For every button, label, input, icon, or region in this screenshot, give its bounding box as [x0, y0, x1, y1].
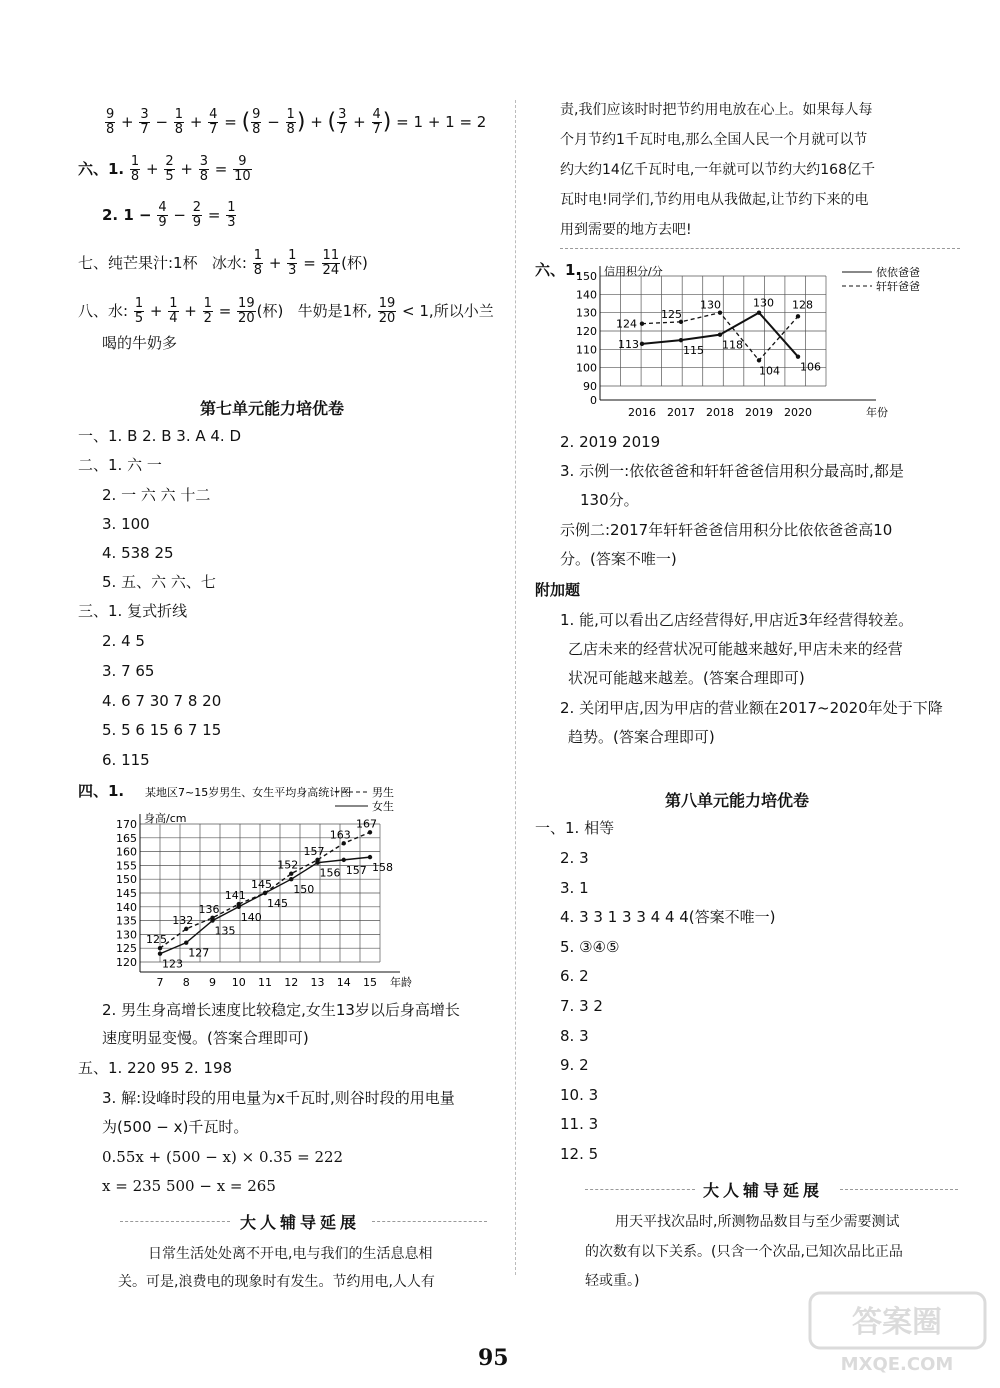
data-label: 118 [722, 338, 743, 352]
data-point [757, 358, 761, 362]
data-label: 127 [188, 946, 210, 960]
x-tick-label: 2016 [628, 406, 656, 419]
answer-line: 2. 关闭甲店,因为甲店的营业额在2017~2020年处于下降 [560, 699, 943, 717]
question-4-label: 四、1. [78, 782, 125, 800]
legend-label: 依依爸爸 [876, 266, 920, 279]
x-tick-label: 12 [284, 976, 299, 989]
answer-line: 10. 3 [560, 1086, 599, 1104]
data-point [184, 927, 188, 931]
data-point [640, 321, 644, 325]
answer-line: 2. 3 [560, 849, 589, 867]
data-point [263, 891, 267, 895]
data-label: 130 [753, 296, 774, 310]
data-label: 135 [214, 924, 236, 938]
extension-text: 用天平找次品时,所测物品数目与至少需要测试 [615, 1214, 900, 1230]
answer-line: 3. 100 [102, 515, 150, 533]
answer-6-2: 2. 1 − $\frac{4}{9}$ − $\frac{2}{9}$ = $\frac{1}{3}$ [102, 200, 236, 230]
answer-line: 2. 2019 2019 [560, 433, 661, 451]
extension-text: 日常生活处处离不开电,电与我们的生活息息相 [148, 1246, 433, 1262]
x-tick-label: 8 [182, 976, 190, 989]
extension-text: 轻或重。) [585, 1273, 640, 1289]
data-label: 128 [792, 298, 813, 312]
equation-result-1: = 1 + 1 = 2 [396, 113, 487, 131]
data-point [368, 855, 372, 859]
answer-line: 12. 5 [560, 1145, 599, 1163]
svg-text:答案圈: 答案圈 [852, 1305, 942, 1340]
divider-dots [372, 1221, 487, 1222]
extension-text: 瓦时电!同学们,节约用电从我做起,让节约下来的电 [560, 192, 869, 208]
y-tick-label: 120 [116, 956, 137, 969]
height-line-chart [110, 782, 420, 992]
answer-line: 3. 1 [560, 879, 589, 897]
data-label: 140 [240, 910, 262, 924]
extension-text: 个月节约1千瓦时电,那么全国人民一个月就可以节 [560, 132, 868, 148]
y-tick-label: 130 [116, 928, 137, 942]
data-label: 136 [198, 902, 220, 916]
data-label: 104 [759, 364, 780, 378]
bonus-title: 附加题 [535, 581, 581, 599]
y-axis-label: 身高/cm [144, 812, 187, 825]
data-label: 106 [800, 360, 821, 374]
y-tick-label: 155 [116, 859, 137, 873]
answer-line: 三、1. 复式折线 [78, 602, 188, 620]
extension-text: 关。可是,浪费电的现象时有发生。节约用电,人人有 [118, 1274, 435, 1290]
answer-6-1: 六、1. $\frac{1}{8}$ + $\frac{2}{5}$ + $\frac{3}{8}$ = $\frac{9}{10}$ [78, 154, 251, 184]
watermark-logo [805, 1288, 990, 1378]
y-tick-label: 170 [116, 818, 137, 831]
data-label: 152 [277, 858, 299, 872]
data-point [640, 342, 644, 346]
data-label: 150 [293, 883, 315, 897]
data-point [158, 946, 162, 950]
y-tick-label: 150 [116, 873, 137, 887]
x-tick-label: 15 [363, 976, 377, 989]
x-tick-label: 10 [231, 976, 246, 989]
divider-dots [120, 1221, 230, 1222]
equation-line-1: $\frac{9}{8}$ + $\frac{3}{7}$ − $\frac{1}{8}$ + $\frac{4}{7}$ = ( $\frac{9}{8}$ − $\frac{1}{8}$ ) + ( $\frac{3}{7}$ + $\frac{4}{7}$ ) = 1 + 1 = 2 [106, 107, 487, 137]
data-label: 156 [319, 866, 341, 880]
y-tick-label: 90 [583, 380, 597, 393]
data-point [368, 830, 372, 834]
x-tick-label: 2019 [745, 406, 773, 419]
data-point [210, 918, 214, 922]
legend-label: 女生 [372, 800, 394, 813]
data-label: 132 [172, 913, 194, 927]
answer-line: 9. 2 [560, 1056, 589, 1074]
data-label: 130 [700, 298, 721, 312]
divider-dots [585, 1189, 695, 1190]
extension-text: 的次数有以下关系。(只含一个次品,已知次品比正品 [585, 1244, 903, 1260]
x-tick-label: 13 [310, 976, 325, 989]
answer-line: 8. 3 [560, 1027, 589, 1045]
divider-dots [840, 1189, 958, 1190]
x-axis-label: 年龄 [390, 976, 412, 989]
answer-8: 八、水: $\frac{1}{5}$ + $\frac{1}{4}$ + $\frac{1}{2}$ = $\frac{19}{20}$ (杯) 牛奶是1杯, $\frac{19}{20}$ < 1,所以小兰 [78, 296, 494, 326]
answer-line: 5. 五、六 六、七 [102, 573, 216, 591]
y-axis-label: 信用积分/分 [604, 265, 663, 278]
unit-7-title: 第七单元能力培优卷 [200, 399, 345, 418]
y-tick-label: 0 [590, 394, 597, 407]
x-tick-label: 11 [258, 976, 272, 989]
answer-line: 3. 示例一:依依爸爸和轩轩爸爸信用积分最高时,都是 [560, 462, 904, 480]
question-6-label: 六、1. [535, 261, 582, 279]
unit-8-title: 第八单元能力培优卷 [665, 791, 810, 810]
extension-title: 大人辅导延展 [703, 1181, 824, 1200]
answer-line: 6. 2 [560, 967, 589, 985]
answer-line: 一、1. B 2. B 3. A 4. D [78, 427, 242, 445]
answer-line: 速度明显变慢。(答案合理即可) [102, 1029, 309, 1047]
answer-line: 2. 一 六 六 十二 [102, 486, 211, 504]
answer-line: 5. ③④⑤ [560, 938, 620, 956]
data-point [289, 871, 293, 875]
answer-line: 130分。 [580, 491, 639, 509]
data-point [315, 860, 319, 864]
x-tick-label: 2020 [784, 406, 812, 419]
extension-text: 用到需要的地方去吧! [560, 222, 692, 238]
data-label: 125 [146, 933, 167, 947]
data-label: 157 [303, 844, 325, 858]
y-tick-label: 160 [116, 845, 137, 859]
data-label: 115 [683, 344, 704, 358]
y-tick-label: 100 [576, 361, 597, 375]
answer-line: 4. 538 25 [102, 544, 174, 562]
answer-line: 4. 6 7 30 7 8 20 [102, 692, 222, 710]
divider-dots [560, 248, 960, 249]
x-tick-label: 2017 [667, 406, 695, 419]
column-divider [515, 100, 516, 1275]
answer-line: 2. 男生身高增长速度比较稳定,女生13岁以后身高增长 [102, 1001, 460, 1019]
y-tick-label: 140 [116, 900, 137, 914]
data-label: 167 [356, 817, 377, 831]
x-tick-label: 7 [156, 976, 164, 989]
chart-title: 某地区7~15岁男生、女生平均身高统计图 [145, 786, 352, 799]
credit-line-chart [570, 262, 970, 430]
y-tick-label: 140 [576, 288, 597, 302]
data-point [237, 905, 241, 909]
answer-line: 4. 3 3 1 3 3 4 4 4(答案不唯一) [560, 908, 776, 926]
answer-line: 5. 5 6 15 6 7 15 [102, 721, 222, 739]
answer-line: 状况可能越来越差。(答案合理即可) [568, 669, 805, 687]
data-point [158, 952, 162, 956]
answer-line: 乙店未来的经营状况可能越来越好,甲店未来的经营 [568, 640, 903, 658]
equation-line: 0.55x + (500 − x) × 0.35 = 222 [102, 1148, 344, 1166]
answer-line: 一、1. 相等 [535, 819, 615, 837]
x-tick-label: 9 [209, 976, 216, 989]
y-tick-label: 165 [116, 831, 137, 845]
answer-line: 7. 3 2 [560, 997, 603, 1015]
data-point [342, 841, 346, 845]
data-point [184, 940, 188, 944]
answer-line: 五、1. 220 95 2. 198 [78, 1059, 233, 1077]
y-tick-label: 145 [116, 887, 137, 900]
x-axis-label: 年份 [866, 406, 888, 419]
y-tick-label: 130 [576, 306, 597, 320]
data-label: 163 [329, 828, 351, 842]
answer-line: 3. 解:设峰时段的用电量为x千瓦时,则谷时段的用电量 [102, 1089, 455, 1107]
legend-label: 男生 [372, 786, 394, 799]
answer-line: 分。(答案不唯一) [560, 550, 677, 568]
answer-line: 为(500 − x)千瓦时。 [102, 1118, 249, 1136]
answer-line: 6. 115 [102, 751, 150, 769]
extension-text: 责,我们应该时时把节约用电放在心上。如果每人每 [560, 102, 873, 118]
y-tick-label: 110 [576, 343, 597, 357]
data-label: 145 [251, 878, 272, 891]
answer-line: 11. 3 [560, 1115, 599, 1133]
extension-text: 约大约14亿千瓦时电,一年就可以节约大约168亿千 [560, 162, 875, 178]
data-point [718, 332, 722, 336]
data-label: 124 [616, 317, 637, 331]
data-label: 113 [618, 337, 639, 351]
answer-line: 2. 4 5 [102, 632, 145, 650]
data-label: 158 [372, 861, 393, 875]
data-label: 125 [661, 307, 682, 321]
x-tick-label: 2018 [706, 406, 734, 419]
y-tick-label: 125 [116, 942, 137, 956]
data-point [679, 338, 683, 342]
equation-line: x = 235 500 − x = 265 [102, 1177, 276, 1195]
answer-7: 七、纯芒果汁:1杯 冰水: $\frac{1}{8}$ + $\frac{1}{3}$ = $\frac{11}{24}$ (杯) [78, 248, 368, 278]
data-label: 141 [224, 889, 246, 903]
answer-line: 示例二:2017年轩轩爸爸信用积分比依依爸爸高10 [560, 521, 893, 539]
svg-text:MXQE.COM: MXQE.COM [840, 1354, 954, 1375]
answer-line: 3. 7 65 [102, 662, 155, 680]
answer-line: 二、1. 六 一 [78, 456, 162, 474]
data-point [342, 858, 346, 862]
extension-title: 大人辅导延展 [240, 1213, 361, 1232]
data-label: 123 [162, 957, 183, 971]
legend-label: 轩轩爸爸 [876, 280, 920, 293]
page-number: 95 [478, 1345, 509, 1371]
y-tick-label: 135 [116, 914, 137, 928]
answer-8-cont: 喝的牛奶多 [102, 334, 178, 352]
data-point [796, 314, 800, 318]
data-label: 145 [267, 897, 288, 910]
data-label: 157 [345, 863, 367, 877]
y-tick-label: 120 [576, 325, 597, 338]
data-point [289, 877, 293, 881]
x-tick-label: 14 [336, 976, 351, 989]
answer-line: 趋势。(答案合理即可) [568, 728, 715, 746]
data-point [796, 354, 800, 358]
answer-line: 1. 能,可以看出乙店经营得好,甲店近3年经营得较差。 [560, 611, 914, 629]
data-point [757, 310, 761, 314]
y-tick-label: 150 [576, 270, 597, 283]
